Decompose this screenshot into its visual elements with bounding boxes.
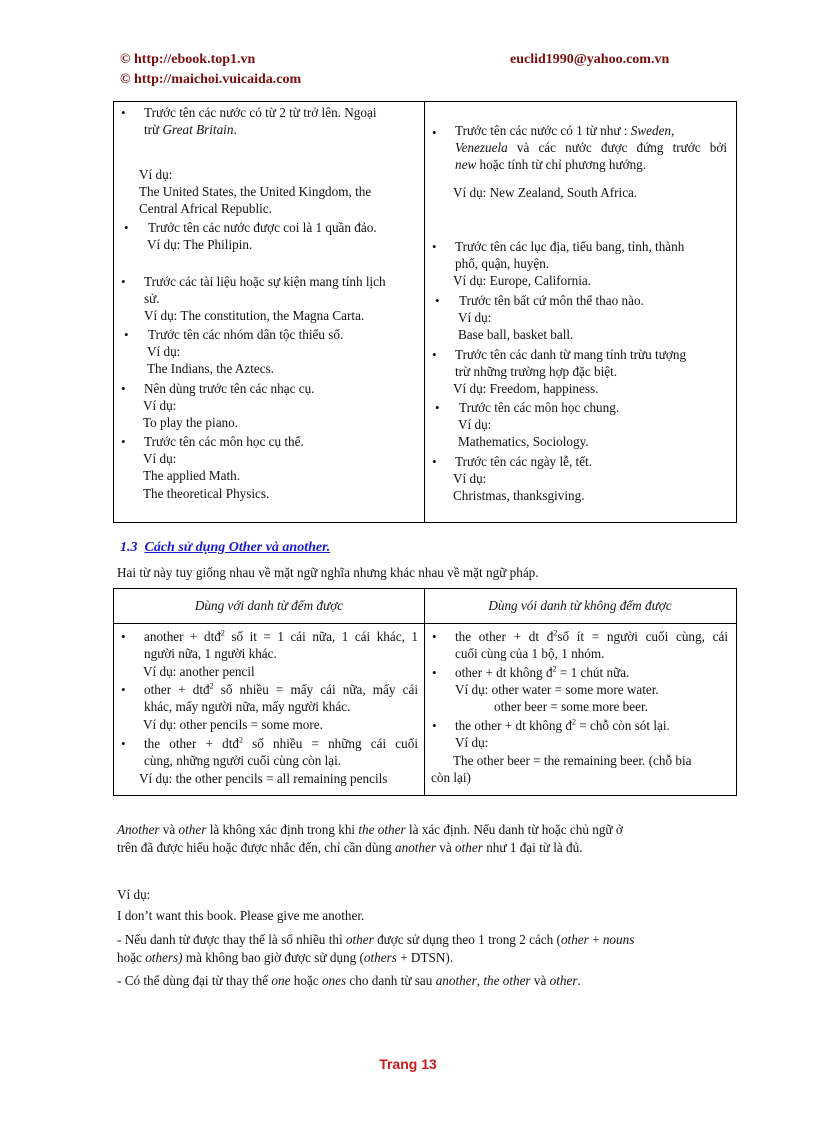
paragraph: - Nếu danh từ được thay thế là số nhiều thì other được sử dụng theo 1 trong 2 cách (other + nouns bbox=[117, 932, 635, 947]
bullet: • bbox=[124, 327, 129, 342]
rule-text: trừ những trường hợp đặc biệt. bbox=[455, 364, 618, 379]
rule-text: another + dtđ$^2$ số it = 1 cái nữa, 1 cái khác, 1 bbox=[144, 628, 418, 644]
rule-text: new hoặc tính từ chỉ phương hướng. bbox=[455, 157, 647, 172]
example-text: The United States, the United Kingdom, the bbox=[139, 184, 372, 199]
column-header-countable: Dùng với danh từ đếm được bbox=[194, 598, 344, 613]
paragraph: Another và other là không xác định trong khi the other là xác định. Nếu danh từ hoặc chủ ngữ ở bbox=[117, 822, 623, 837]
bullet: • bbox=[432, 239, 437, 254]
example-text: Base ball, basket ball. bbox=[458, 327, 574, 342]
example-text: other beer = some more beer. bbox=[494, 699, 648, 714]
example-label: Ví dụ: bbox=[455, 735, 489, 750]
section-intro: Hai từ này tuy giống nhau về mặt ngữ nghĩa nhưng khác nhau về mặt ngữ pháp. bbox=[117, 565, 539, 580]
header-link-maichoi[interactable]: © http://maichoi.vuicaida.com bbox=[120, 72, 302, 87]
rule-text: cùng, những người cuối cùng còn lại. bbox=[144, 753, 342, 768]
example-text: Christmas, thanksgiving. bbox=[453, 488, 585, 503]
example-label: Ví dụ: bbox=[458, 417, 492, 432]
example-label: Ví dụ: bbox=[139, 167, 173, 182]
rule-text: Trước tên các nhóm dân tộc thiểu số. bbox=[148, 327, 344, 342]
example-text: Ví dụ: other water = some more water. bbox=[455, 682, 659, 697]
example-text: Central Africal Republic. bbox=[139, 201, 272, 216]
bullet: • bbox=[432, 718, 437, 733]
rule-text: sử. bbox=[144, 291, 160, 306]
bullet: • bbox=[435, 293, 440, 308]
example-text: Ví dụ: The constitution, the Magna Carta. bbox=[144, 308, 365, 323]
bullet: • bbox=[121, 682, 126, 697]
example-label: Ví dụ: bbox=[143, 451, 177, 466]
rule-text: người nữa, 1 người khác. bbox=[144, 646, 277, 661]
bullet: • bbox=[121, 274, 126, 289]
rule-text: Trước tên các ngày lễ, tết. bbox=[455, 454, 593, 469]
bullet: • bbox=[435, 400, 440, 415]
example-text: The other beer = the remaining beer. (chỗ bia bbox=[453, 753, 692, 768]
table-divider bbox=[424, 589, 425, 795]
header-link-ebook[interactable]: © http://ebook.top1.vn bbox=[120, 52, 256, 67]
example-text: The Indians, the Aztecs. bbox=[147, 361, 275, 376]
example-text: Ví dụ: Europe, California. bbox=[453, 273, 592, 288]
table-divider bbox=[424, 102, 425, 522]
bullet: • bbox=[121, 736, 126, 751]
table-header-divider bbox=[114, 623, 736, 624]
header-email[interactable]: euclid1990@yahoo.com.vn bbox=[510, 52, 670, 67]
rule-text: the other + dtđ$^2$ số nhiều = những cái cuối bbox=[144, 735, 419, 751]
bullet: • bbox=[432, 125, 437, 140]
page-number: Trang 13 bbox=[379, 1056, 437, 1072]
rule-text: phố, quận, huyện. bbox=[455, 256, 550, 271]
column-header-uncountable: Dùng vói danh từ không đếm được bbox=[488, 598, 672, 613]
example-label: Ví dụ: bbox=[458, 310, 492, 325]
example-label: Ví dụ: bbox=[143, 398, 177, 413]
rule-text: the other + dt $đ^2số$ ít = người cuối cùng, cái bbox=[455, 628, 728, 644]
rule-text: trừ Great Britain. bbox=[144, 122, 237, 137]
example-text: The applied Math. bbox=[143, 468, 241, 483]
rule-text: Trước tên các nước được coi là 1 quần đảo. bbox=[148, 220, 377, 235]
example-text: còn lại) bbox=[431, 770, 471, 785]
bullet: • bbox=[121, 629, 126, 644]
bullet: • bbox=[121, 105, 126, 120]
rule-text: other + dtđ$^2$ số nhiều = mấy cái nữa, mấy cái bbox=[144, 681, 418, 697]
rule-text: other + dt không $đ^2 = 1$ chút nữa. bbox=[455, 664, 630, 680]
example-text: Ví dụ: other pencils = some more. bbox=[143, 717, 323, 732]
bullet: • bbox=[432, 665, 437, 680]
rule-text: cuối cùng của 1 bộ, 1 nhóm. bbox=[455, 646, 605, 661]
bullet: • bbox=[432, 347, 437, 362]
example-text: Ví dụ: another pencil bbox=[143, 664, 255, 679]
bullet: • bbox=[121, 434, 126, 449]
rule-text: Trước tên bất cứ môn thể thao nào. bbox=[459, 293, 644, 308]
paragraph: - Có thể dùng đại từ thay thế one hoặc ones cho danh từ sau another, the other và other. bbox=[117, 973, 581, 988]
rule-text: Trước tên các lục địa, tiểu bang, tỉnh, thành bbox=[455, 239, 685, 254]
example-text: To play the piano. bbox=[143, 415, 239, 430]
rule-text: Trước tên các nước có 1 từ như : Sweden, bbox=[455, 123, 675, 138]
rule-text: khác, mấy người nữa, mấy người khác. bbox=[144, 699, 351, 714]
example-text: Ví dụ: New Zealand, South Africa. bbox=[453, 185, 638, 200]
example-text: Ví dụ: Freedom, happiness. bbox=[453, 381, 599, 396]
example-label: Ví dụ: bbox=[453, 471, 487, 486]
bullet: • bbox=[121, 381, 126, 396]
rule-text: Trước tên các môn học cụ thể. bbox=[144, 434, 304, 449]
paragraph: hoặc others) mà không bao giờ được sử dụng (others + DTSN). bbox=[117, 950, 454, 965]
rule-text: Trước tên các môn học chung. bbox=[459, 400, 620, 415]
rule-text: Nên dùng trước tên các nhạc cụ. bbox=[144, 381, 315, 396]
example-text: Mathematics, Sociology. bbox=[458, 434, 589, 449]
example-sentence: I don’t want this book. Please give me another. bbox=[117, 908, 365, 923]
rule-text: Trước tên các nước có từ 2 từ trở lên. Ngoại bbox=[144, 105, 377, 120]
bullet: • bbox=[124, 220, 129, 235]
example-label: Ví dụ: bbox=[117, 887, 151, 902]
example-label: Ví dụ: bbox=[147, 344, 181, 359]
example-text: Ví dụ: the other pencils = all remaining pencils bbox=[139, 771, 388, 786]
bullet: • bbox=[432, 629, 437, 644]
section-title[interactable]: 1.3 Cách sử dụng Other và another. bbox=[120, 540, 331, 555]
rule-text: Venezuela và các nước được đứng trước bởi bbox=[455, 140, 727, 155]
example-text: Ví dụ: The Philipin. bbox=[147, 237, 253, 252]
rule-text: Trước tên các danh từ mang tính trừu tượng bbox=[455, 347, 687, 362]
rule-text: the other + dt không $đ^2$ = chỗ còn sót lại. bbox=[455, 717, 670, 733]
paragraph: trên đã được hiểu hoặc được nhắc đến, chỉ cần dùng another và other như 1 đại từ là đủ. bbox=[117, 840, 583, 855]
example-text: The theoretical Physics. bbox=[143, 486, 270, 501]
bullet: • bbox=[432, 454, 437, 469]
rule-text: Trước các tài liệu hoặc sự kiện mang tính lịch bbox=[144, 274, 386, 289]
